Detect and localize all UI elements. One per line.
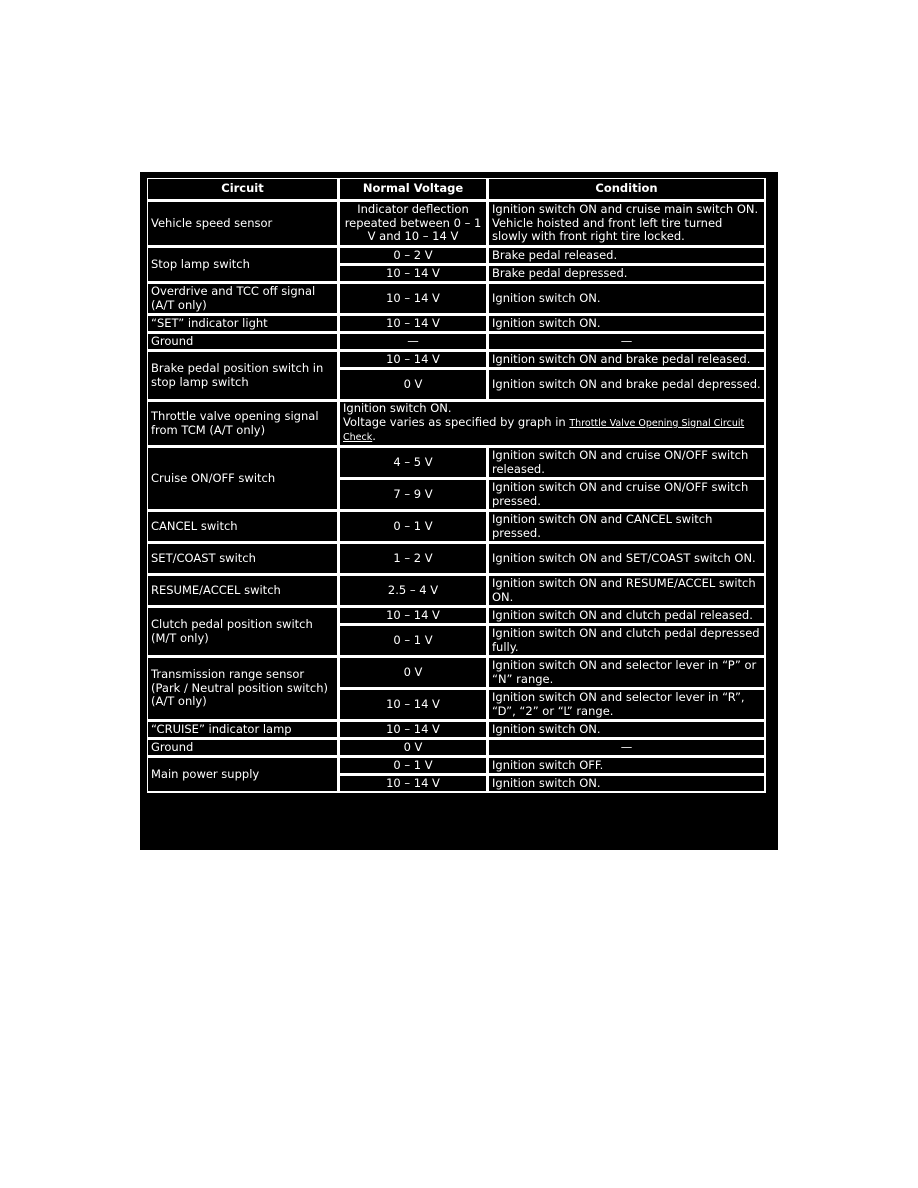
- circuit-cell: Vehicle speed sensor: [147, 201, 339, 247]
- voltage-cell: 0 – 1 V: [339, 511, 488, 543]
- voltage-cell: 10 – 14 V: [339, 689, 488, 721]
- condition-cell: —: [488, 739, 766, 757]
- voltage-cell: 4 – 5 V: [339, 447, 488, 479]
- header-condition: Condition: [488, 178, 766, 201]
- condition-cell: Brake pedal depressed.: [488, 265, 766, 283]
- circuit-cell: Throttle valve opening signal from TCM (A/T only): [147, 401, 339, 447]
- voltage-cell: 0 – 2 V: [339, 247, 488, 265]
- circuit-cell: Clutch pedal position switch (M/T only): [147, 607, 339, 657]
- table-row: [147, 607, 766, 625]
- table-row: [147, 575, 766, 607]
- voltage-cell: 2.5 – 4 V: [339, 575, 488, 607]
- table-row: [147, 401, 766, 447]
- table-row: [147, 283, 766, 315]
- table-row: [147, 315, 766, 333]
- condition-cell: Ignition switch ON.: [488, 283, 766, 315]
- voltage-spec-table-frame: [140, 172, 778, 850]
- condition-cell: Ignition switch ON and selector lever in “P” or “N” range.: [488, 657, 766, 689]
- condition-cell: Ignition switch ON and cruise ON/OFF switch released.: [488, 447, 766, 479]
- header-normal-voltage: Normal Voltage: [339, 178, 488, 201]
- condition-cell: —: [488, 333, 766, 351]
- circuit-cell: RESUME/ACCEL switch: [147, 575, 339, 607]
- condition-cell: Ignition switch ON.: [488, 775, 766, 793]
- condition-line: Ignition switch ON.: [343, 401, 452, 416]
- voltage-cell: 10 – 14 V: [339, 721, 488, 739]
- voltage-cell: 0 V: [339, 739, 488, 757]
- condition-cell: Ignition switch OFF.: [488, 757, 766, 775]
- condition-cell: Ignition switch ON and cruise ON/OFF switch pressed.: [488, 479, 766, 511]
- voltage-cell: 10 – 14 V: [339, 775, 488, 793]
- table-row: [147, 511, 766, 543]
- table-row: [147, 351, 766, 369]
- table-header-row: [147, 178, 766, 201]
- table-row: [147, 447, 766, 479]
- voltage-cell: 0 – 1 V: [339, 757, 488, 775]
- condition-cell: Ignition switch ON and SET/COAST switch ON.: [488, 543, 766, 575]
- condition-cell: Ignition switch ON and clutch pedal depressed fully.: [488, 625, 766, 657]
- circuit-cell: “CRUISE” indicator lamp: [147, 721, 339, 739]
- circuit-cell: “SET” indicator light: [147, 315, 339, 333]
- circuit-cell: Ground: [147, 333, 339, 351]
- circuit-cell: Main power supply: [147, 757, 339, 793]
- voltage-cell: 10 – 14 V: [339, 315, 488, 333]
- voltage-cell: 10 – 14 V: [339, 607, 488, 625]
- condition-line: Voltage varies as specified by graph in: [343, 414, 570, 429]
- voltage-cell: —: [339, 333, 488, 351]
- condition-cell: Ignition switch ON and brake pedal released.: [488, 351, 766, 369]
- throttle-valve-circuit-check-link[interactable]: Throttle Valve Opening Signal Circuit Check: [343, 417, 745, 444]
- circuit-cell: Transmission range sensor (Park / Neutral position switch) (A/T only): [147, 657, 339, 721]
- table-row: [147, 739, 766, 757]
- table-row: [147, 247, 766, 265]
- header-circuit: Circuit: [147, 178, 339, 201]
- table-row: [147, 201, 766, 247]
- condition-cell: Brake pedal released.: [488, 247, 766, 265]
- circuit-cell: Ground: [147, 739, 339, 757]
- voltage-cell: Indicator deflection repeated between 0 – 1 V and 10 – 14 V: [339, 201, 488, 247]
- table-row: [147, 657, 766, 689]
- circuit-cell: Stop lamp switch: [147, 247, 339, 283]
- circuit-cell: SET/COAST switch: [147, 543, 339, 575]
- voltage-cell: 0 V: [339, 657, 488, 689]
- table-row: [147, 721, 766, 739]
- voltage-cell: 10 – 14 V: [339, 265, 488, 283]
- condition-cell: Ignition switch ON and selector lever in “R”, “D”, “2” or “L” range.: [488, 689, 766, 721]
- condition-cell: Ignition switch ON.: [488, 721, 766, 739]
- condition-cell: Ignition switch ON and clutch pedal released.: [488, 607, 766, 625]
- circuit-cell: Cruise ON/OFF switch: [147, 447, 339, 511]
- voltage-cell: 10 – 14 V: [339, 351, 488, 369]
- condition-cell: Ignition switch ON and CANCEL switch pressed.: [488, 511, 766, 543]
- merged-condition-cell: [339, 401, 766, 447]
- condition-cell: Ignition switch ON and cruise main switch ON. Vehicle hoisted and front left tire turned slowly with front right tire locked.: [488, 201, 766, 247]
- table-row: [147, 757, 766, 775]
- circuit-cell: Overdrive and TCC off signal (A/T only): [147, 283, 339, 315]
- condition-cell: Ignition switch ON and brake pedal depressed.: [488, 369, 766, 401]
- table-row: [147, 543, 766, 575]
- circuit-cell: Brake pedal position switch in stop lamp switch: [147, 351, 339, 401]
- voltage-spec-table: [147, 178, 766, 793]
- circuit-cell: CANCEL switch: [147, 511, 339, 543]
- condition-cell: Ignition switch ON.: [488, 315, 766, 333]
- voltage-cell: 0 – 1 V: [339, 625, 488, 657]
- condition-suffix: .: [372, 429, 376, 444]
- voltage-cell: 1 – 2 V: [339, 543, 488, 575]
- table-row: [147, 333, 766, 351]
- voltage-cell: 7 – 9 V: [339, 479, 488, 511]
- voltage-cell: 0 V: [339, 369, 488, 401]
- condition-cell: Ignition switch ON and RESUME/ACCEL switch ON.: [488, 575, 766, 607]
- voltage-cell: 10 – 14 V: [339, 283, 488, 315]
